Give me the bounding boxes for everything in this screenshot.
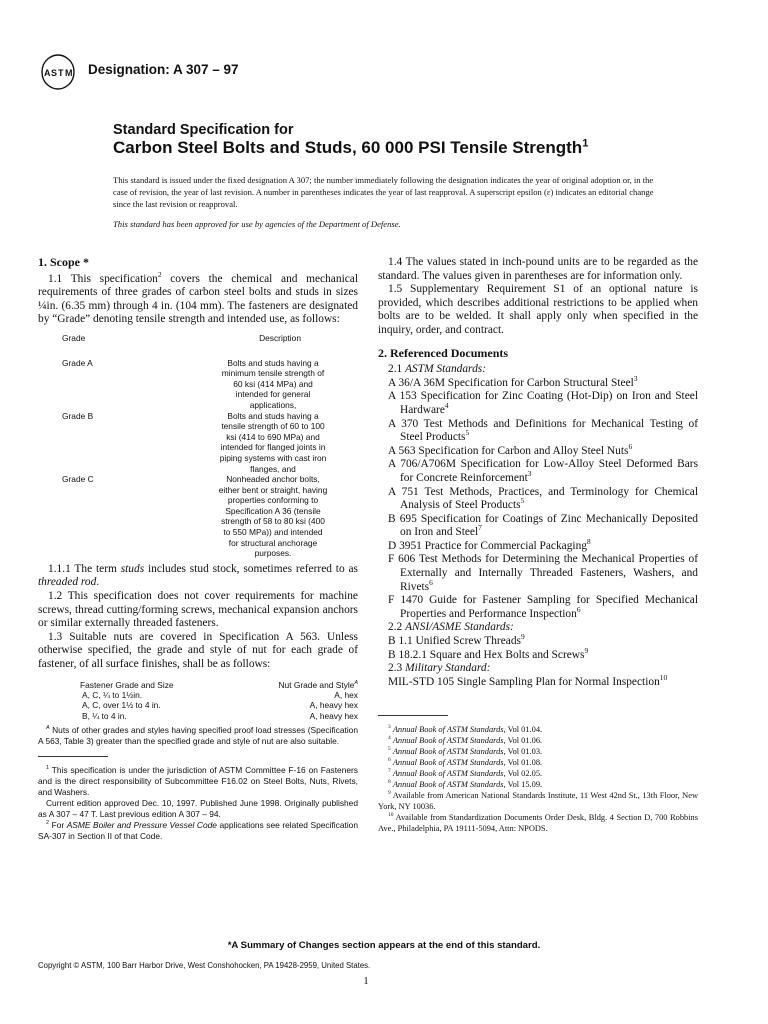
reference-item: B 695 Specification for Coatings of Zinc Mechanically Deposited on Iron and Steel$^7$ [388,512,698,539]
fastener-cell: A, C, over 1½ to 4 in. [82,700,161,711]
intro-note: This standard is issued under the fixed designation A 307; the number immediately following the designation indicates the year of original adoption or, in the case of revision, the year of last revision. A number in parentheses indicates the year of last reapproval. A superscript epsilon (ε) indicates an editorial change since the last revision or reapproval. [113,175,654,209]
copyright: Copyright © ASTM, 100 Barr Harbor Drive, West Conshohocken, PA 19428-2959, United States. [38,961,371,970]
description-cell: Nonheaded anchor bolts, either bent or straight, having properties conforming to Specification A 36 (tensile strength of 58 to 80 ksi (400 to 550 MPa)) and intended for structural anchorage purposes. [218,474,328,559]
reference-item: F 1470 Guide for Fastener Sampling for Specified Mechanical Properties and Performance Inspection$^6$ [388,594,698,620]
grade-cell: Grade B [62,410,94,421]
reference-item: MIL-STD 105 Single Sampling Plan for Normal Inspection$^{10}$ [388,673,668,688]
table-row [38,411,356,475]
nut-header: Nut Grade and Style$^A$ [278,679,358,690]
title-line-2: Carbon Steel Bolts and Studs, 60 000 PSI Tensile Strength$^1$ [113,137,589,157]
table-row [38,700,358,710]
reference-item: F 606 Test Methods for Determining the Mechanical Properties of Externally and Internally Threaded Fasteners, Washers, and Rivets$^6$ [388,553,698,593]
approval-note: This standard has been approved for use by agencies of the Department of Defense. [113,219,401,229]
reference-item: B 1.1 Unified Screw Threads$^9$ [388,632,525,648]
fastener-cell: A, C, ¼ to 1½in. [82,690,143,700]
reference-item: A 706/A706M Specification for Low-Alloy Steel Deformed Bars for Concrete Reinforcement$^3$ [388,458,698,484]
table-row [38,474,356,559]
nut-table [38,680,358,722]
section-2-2: 2.2 ANSI/ASME Standards: [388,621,514,634]
fastener-header: Fastener Grade and Size [80,679,174,690]
reference-item: D 3951 Practice for Commercial Packaging$^8$ [388,537,591,552]
footnote-book: $^6$ Annual Book of ASTM Standards, Vol 01.08. [388,757,543,768]
reference-item: A 36/A 36M Specification for Carbon Structural Steel$^3$ [388,373,638,389]
description-cell: Bolts and studs having a tensile strength of 60 to 100 ksi (414 to 690 MPa) and intended for flanged joints in piping systems with cast iron flanges, and [219,410,327,474]
table-note: $^A$ Nuts of other grades and styles having specified proof load stresses (Specification A 563, Table 3) greater than the specified grade and style of nut are also suitable. [38,725,358,746]
paragraph-1-3: 1.3 Suitable nuts are covered in Specification A 563. Unless otherwise specified, the grade and style of nut for each grade of fastener, of all surface finishes, shall be as follows: [38,630,358,670]
footnote-book: $^7$ Annual Book of ASTM Standards, Vol 02.05. [388,768,543,779]
reference-item: A 370 Test Methods and Definitions for Mechanical Testing of Steel Products$^5$ [388,417,698,444]
grade-header: Grade [62,332,86,343]
reference-item: A 153 Specification for Zinc Coating (Hot-Dip) on Iron and Steel Hardware$^4$ [388,390,698,416]
table-row [38,358,356,411]
reference-item: A 751 Test Methods, Practices, and Terminology for Chemical Analysis of Steel Products$^5$ [388,485,698,512]
footnote-2: $^2$ For ASME Boiler and Pressure Vessel Code applications see related Specification SA-307 in Section II of that Code. [38,820,358,842]
reference-item: A 563 Specification for Carbon and Alloy Steel Nuts$^6$ [388,441,633,457]
left-column [38,256,358,842]
nut-cell: A, heavy hex [309,700,358,711]
table-row [38,711,358,721]
grade-table [38,333,356,559]
paragraph-1-1: 1.1 This specification$^2$ covers the chemical and mechanical requirements of three grades of carbon steel bolts and studs in sizes ¼in. (6.35 mm) through 4 in. (104 mm). The fasteners are designated by “Grade” denoting tensile strength and intended use, as follows: [38,269,359,326]
grade-cell: Grade C [62,474,94,485]
title-line-1: Standard Specification for [113,122,294,138]
nut-cell: A, hex [334,690,358,700]
paragraph-1-4: 1.4 The values stated in inch-pound units are to be regarded as the standard. The values given in parentheses are for information only. [378,256,698,282]
footnote-book: $^3$ Annual Book of ASTM Standards, Vol 01.04. [388,724,543,735]
summary-note: *A Summary of Changes section appears at the end of this standard. [227,940,541,951]
grade-cell: Grade A [62,357,93,368]
references-heading: 2. Referenced Documents [378,345,509,360]
description-header: Description [259,332,301,343]
section-2-1: 2.1 ASTM Standards: [388,363,486,376]
designation: Designation: A 307 – 97 [88,62,239,77]
svg-text:S: S [51,68,58,78]
footnote-rule [378,715,448,716]
footnote-rule [38,756,108,757]
astm-logo [38,52,78,92]
right-column [378,256,698,834]
svg-text:T: T [58,68,64,78]
nut-cell: A, heavy hex [309,710,358,721]
fastener-cell: B, ¼ to 4 in. [82,710,127,721]
table-row [38,690,358,700]
paragraph-1-5: 1.5 Supplementary Requirement S1 of an optional nature is provided, which describes additional restrictions to be applied when bolts are to be welded. It shall apply only when specified in the inquiry, order, and contract. [378,283,698,336]
footnote-book: $^4$ Annual Book of ASTM Standards, Vol 01.06. [388,735,543,746]
paragraph-1-1-1: 1.1.1 The term studs includes stud stock, sometimes referred to as threaded rod. [38,562,358,589]
page-number: 1 [363,975,369,987]
svg-text:A: A [44,68,51,78]
footnote-10: $^{10}$ Available from Standardization Documents Order Desk, Bldg. 4 Section D, 700 Robbins Ave., Philadelphia, PA 19111-5094, Attn: NPODS. [378,812,698,834]
footnote-1-edition: Current edition approved Dec. 10, 1997. Published June 1998. Originally published as A 307 – 47 T. Last previous edition A 307 – 94. [38,798,358,820]
description-cell: Bolts and studs having a minimum tensile strength of 60 ksi (414 MPa) and intended for general applications, [221,357,325,410]
section-2-3: 2.3 Military Standard: [388,662,491,675]
footnote-1: $^1$ This specification is under the jurisdiction of ASTM Committee F-16 on Fasteners and is the direct responsibility of Subcommittee F16.02 on Steel Bolts, Nuts, Rivets, and Washers. [38,765,358,798]
footnote-9: $^9$ Available from American National Standards Institute, 11 West 42nd St., 13th Floor, New York, NY 10036. [378,790,698,812]
svg-text:M: M [65,68,73,78]
scope-heading: 1. Scope * [38,255,89,269]
reference-item: B 18.2.1 Square and Hex Bolts and Screws$^9$ [388,645,589,661]
footnote-book: $^8$ Annual Book of ASTM Standards, Vol 15.09. [388,779,543,790]
paragraph-1-2: 1.2 This specification does not cover requirements for machine screws, thread cutting/forming screws, mechanical expansion anchors or similar externally threaded fasteners. [38,590,358,630]
footnote-book: $^5$ Annual Book of ASTM Standards, Vol 01.03. [388,746,543,757]
